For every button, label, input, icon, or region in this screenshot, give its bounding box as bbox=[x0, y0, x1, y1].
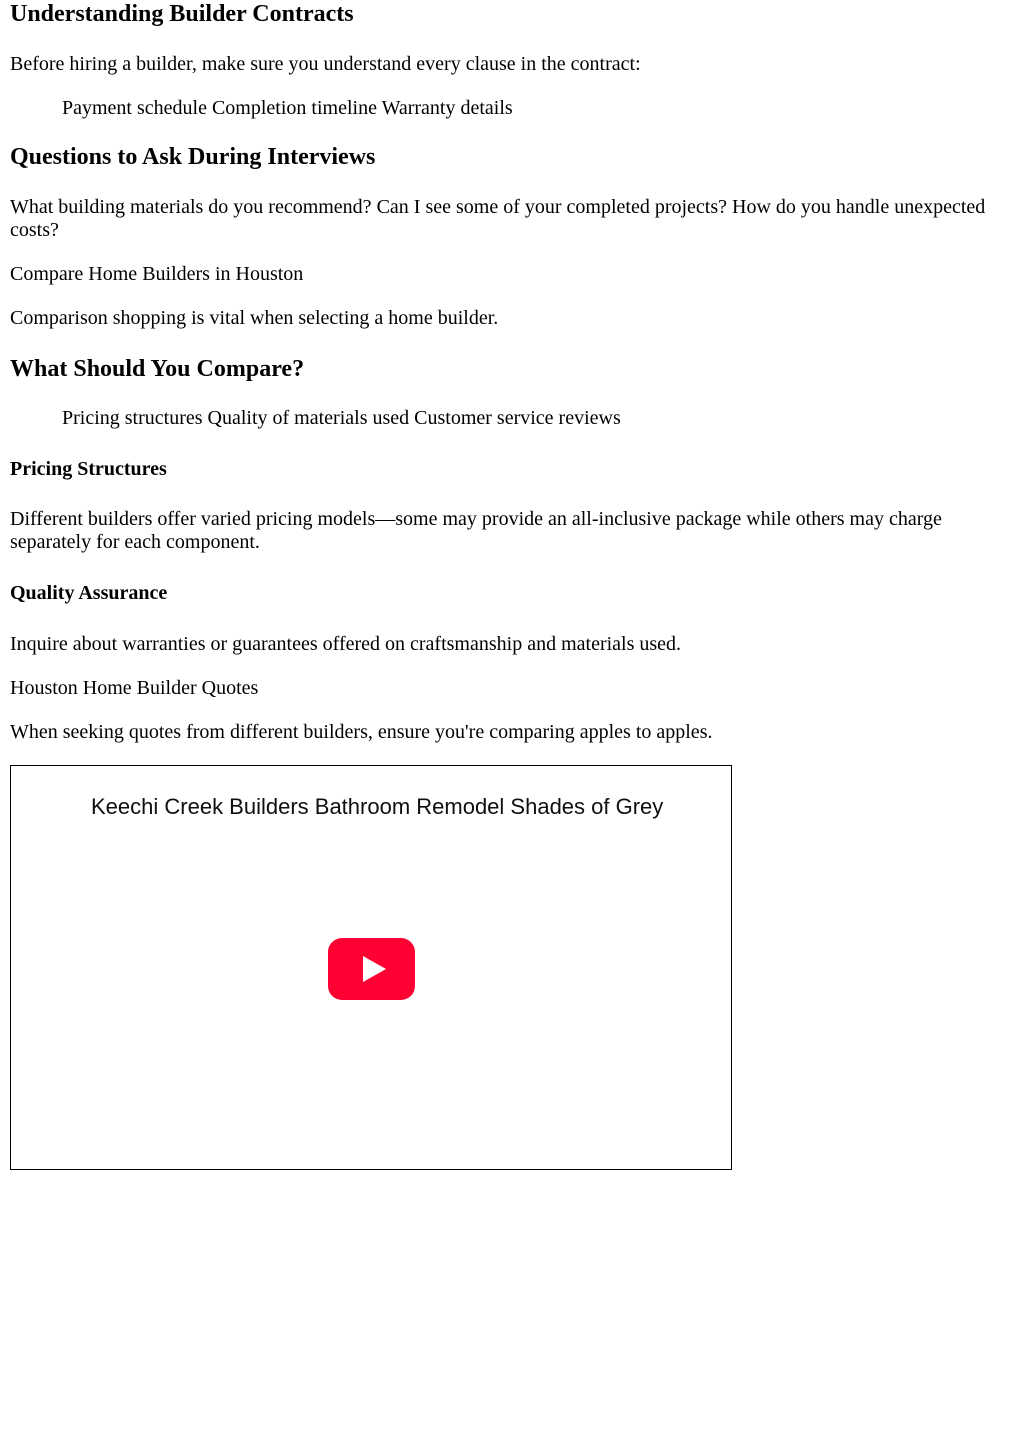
video-embed[interactable] bbox=[10, 765, 732, 1170]
pricing-text: Different builders offer varied pricing models—some may provide an all-inclusive package while others may charge separately for each component. bbox=[10, 508, 942, 553]
heading-quality-assurance: Quality Assurance bbox=[10, 582, 168, 604]
youtube-play-icon[interactable] bbox=[328, 938, 415, 1000]
contracts-list: Payment schedule Completion timeline Warranty details bbox=[62, 97, 513, 119]
heading-what-compare: What Should You Compare? bbox=[10, 356, 305, 382]
compare-houston-text: Comparison shopping is vital when selecting a home builder. bbox=[10, 307, 499, 329]
contracts-intro-text: Before hiring a builder, make sure you understand every clause in the contract: bbox=[10, 53, 641, 75]
questions-text: What building materials do you recommend? Can I see some of your completed projects? How do you handle unexpected costs? bbox=[10, 196, 986, 241]
heading-pricing-structures: Pricing Structures bbox=[10, 458, 167, 480]
quotes-text: When seeking quotes from different builders, ensure you're comparing apples to apples. bbox=[10, 721, 713, 743]
compare-houston-title: Compare Home Builders in Houston bbox=[10, 263, 304, 285]
compare-list: Pricing structures Quality of materials used Customer service reviews bbox=[62, 407, 621, 429]
heading-interview-questions: Questions to Ask During Interviews bbox=[10, 144, 376, 170]
quality-text: Inquire about warranties or guarantees offered on craftsmanship and materials used. bbox=[10, 633, 682, 655]
heading-builder-contracts: Understanding Builder Contracts bbox=[10, 1, 354, 27]
video-title[interactable]: Keechi Creek Builders Bathroom Remodel Shades of Grey bbox=[91, 794, 664, 819]
quotes-title: Houston Home Builder Quotes bbox=[10, 677, 259, 699]
